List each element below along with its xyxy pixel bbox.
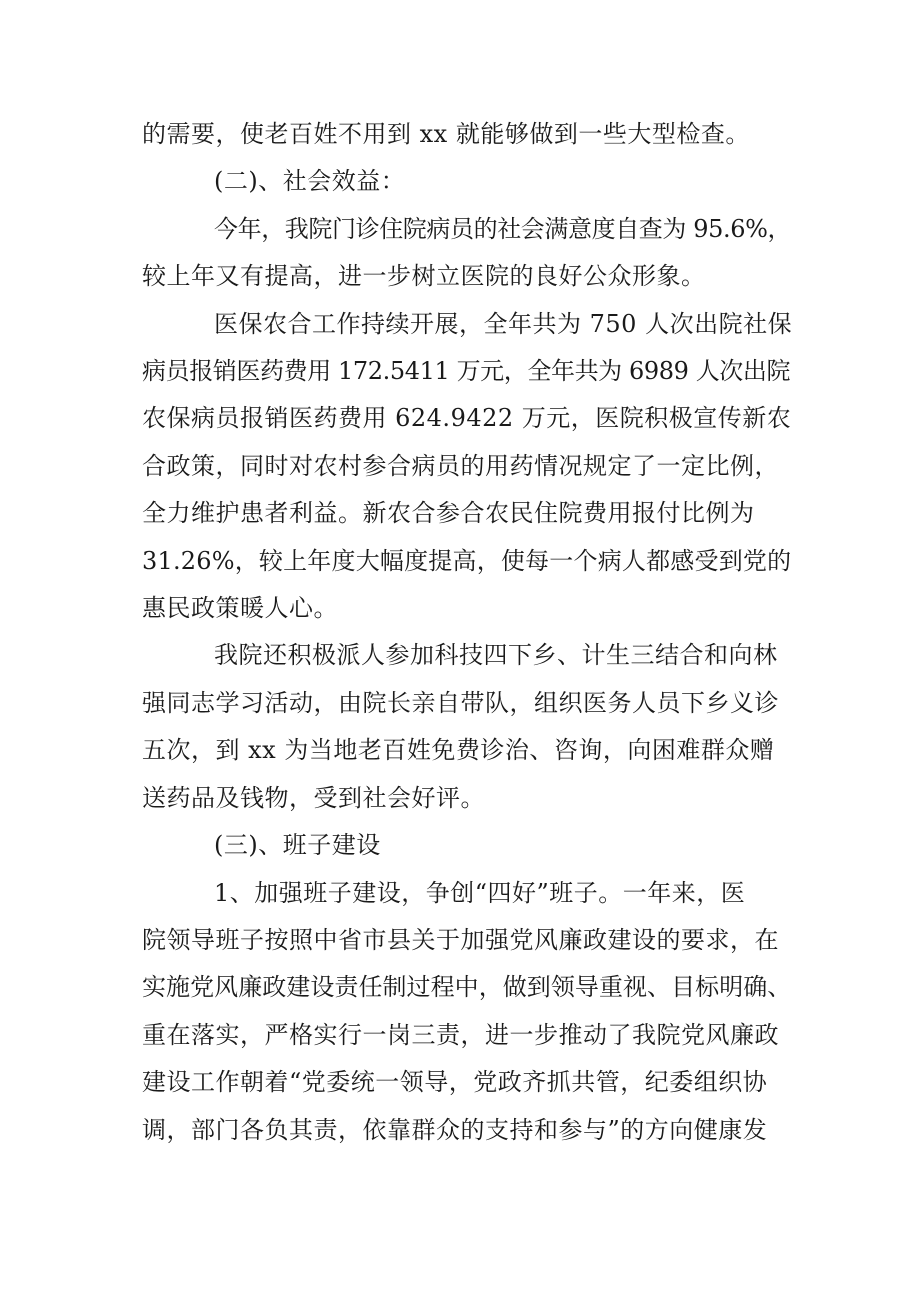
- paragraph-line: 送药品及钱物，受到社会好评。: [142, 783, 485, 812]
- paragraph-line: 的需要，使老百姓不用到 xx 就能够做到一些大型检查。: [142, 120, 750, 148]
- paragraph-line: 调，部门各负其责，依靠群众的支持和参与”的方向健康发: [142, 1115, 768, 1144]
- paragraph-line: 合政策，同时对农村参合病员的用药情况规定了一定比例，: [142, 451, 779, 480]
- paragraph-line: 全力维护患者利益。新农合参合农民住院费用报付比例为: [142, 499, 755, 528]
- paragraph-line: 强同志学习活动，由院长亲自带队，组织医务人员下乡义诊: [142, 688, 779, 717]
- paragraph-line: 建设工作朝着“党委统一领导，党政齐抓共管，纪委组织协: [142, 1068, 768, 1097]
- paragraph-line: 今年，我院门诊住院病员的社会满意度自查为 95.6%，: [214, 214, 792, 243]
- paragraph-line: 五次，到 xx 为当地老百姓免费诊治、咨询，向困难群众赠: [142, 736, 775, 765]
- paragraph-line: 院领导班子按照中省市县关于加强党风廉政建设的要求，在: [142, 925, 779, 954]
- paragraph-line: 重在落实，严格实行一岗三责，进一步推动了我院党风廉政: [142, 1020, 779, 1049]
- document-body: [142, 111, 792, 1154]
- paragraph-line: 较上年又有提高，进一步树立医院的良好公众形象。: [142, 262, 706, 291]
- paragraph-line: 1、加强班子建设，争创“四好”班子。一年来，医: [214, 878, 746, 907]
- paragraph-line: 病员报销医药费用 172.5411 万元，全年共为 6989 人次出院: [142, 357, 791, 386]
- paragraph-line: 实施党风廉政建设责任制过程中，做到领导重视、目标明确、: [142, 973, 792, 1002]
- paragraph-line: 31.26%，较上年度大幅度提高，使每一个病人都感受到党的: [142, 546, 792, 575]
- paragraph-line: 惠民政策暖人心。: [142, 594, 338, 623]
- paragraph-line: 医保农合工作持续开展，全年共为 750 人次出院社保: [214, 309, 793, 338]
- section-heading-leadership: (三)、班子建设: [214, 831, 381, 860]
- paragraph-line: 我院还积极派人参加科技四下乡、计生三结合和向林: [214, 641, 778, 670]
- paragraph-line: 农保病员报销医药费用 624.9422 万元，医院积极宣传新农: [142, 404, 792, 433]
- section-heading-social-benefit: (二)、社会效益：: [214, 167, 406, 196]
